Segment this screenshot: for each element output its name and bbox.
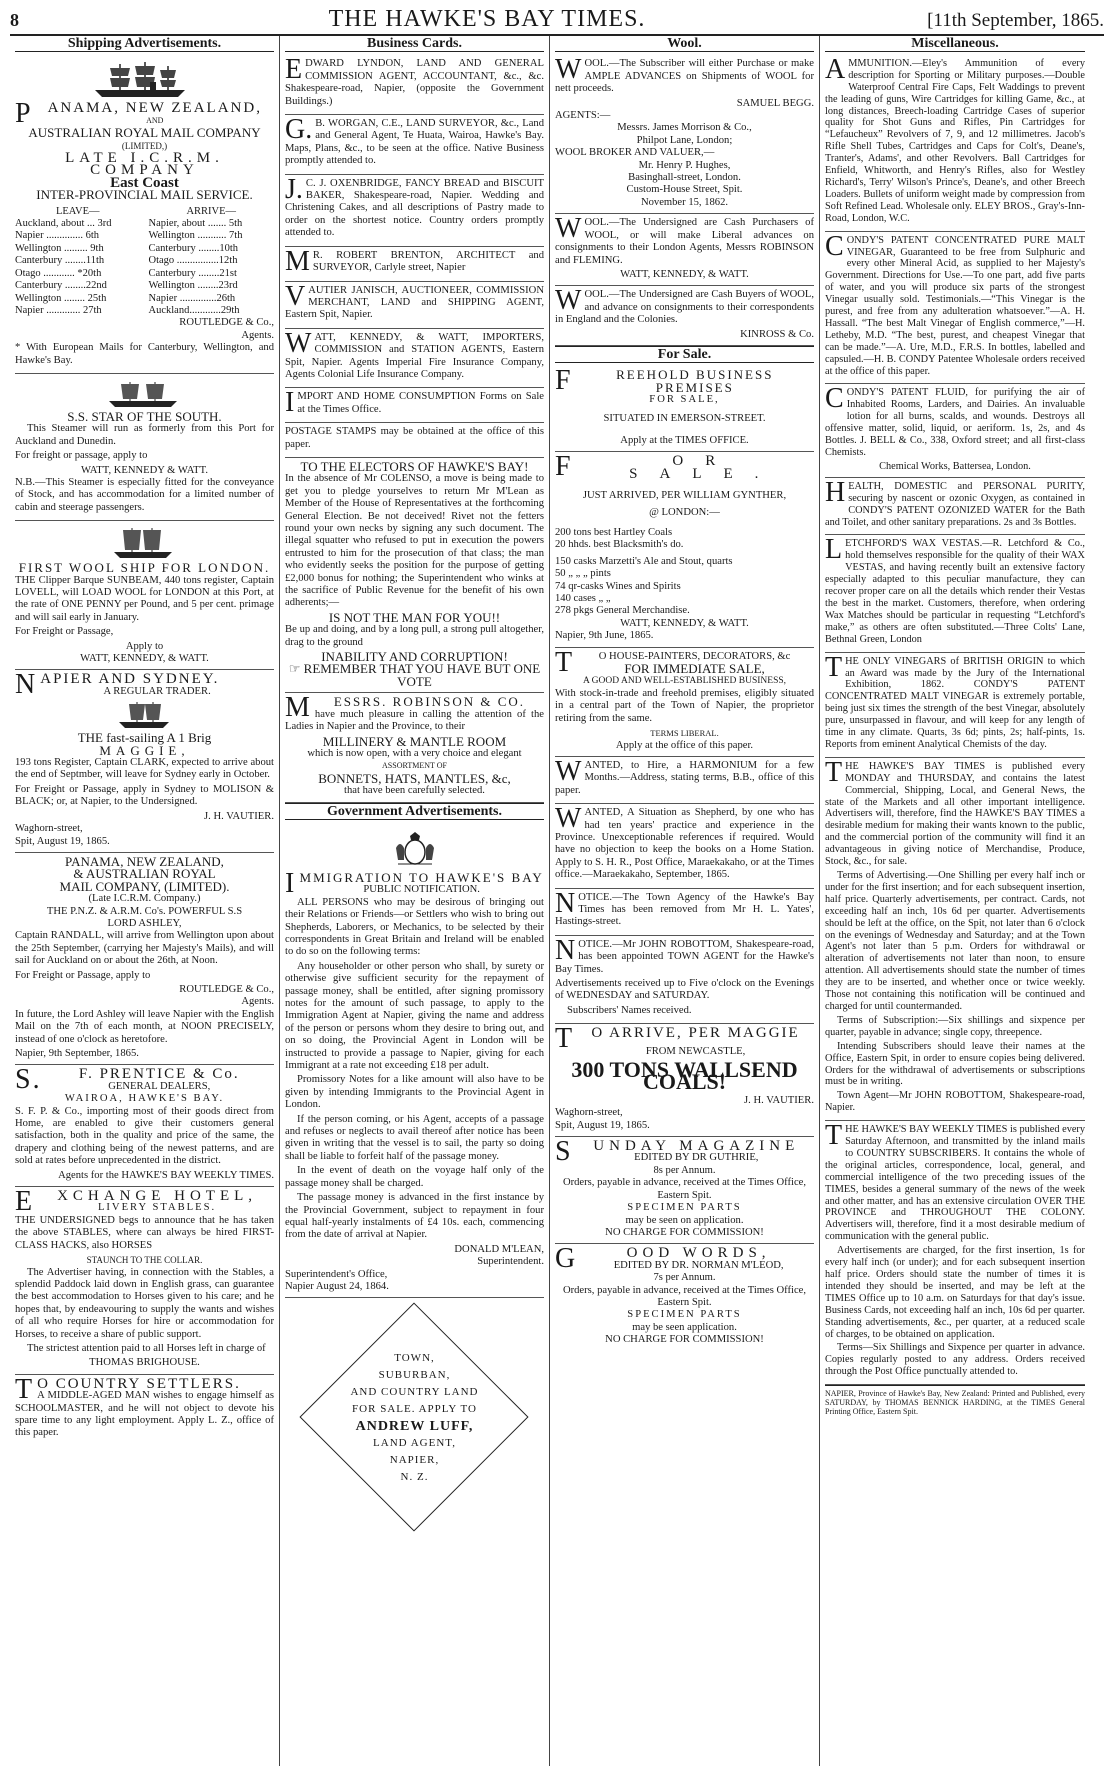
schedule-leave-header: LEAVE—: [55, 205, 100, 217]
ad-wool-wkw: [555, 214, 814, 286]
lord-ashley-line6: LORD ASHLEY,: [107, 917, 182, 929]
exchange-line2: LIVERY STABLES.: [97, 1202, 217, 1214]
immigration-p6: The passage money is advanced in the first instance by the Provincial Government, subject to repayment in four equal half-yearly instalments of £4 10s. each, commencing from the date of arrival at Napier.: [285, 1192, 544, 1241]
weekly-terms: Terms—Six Shillings and Sixpence per quarter in advance. Copies regularly posted to any address. Orders received through the Post Office punctually attended to.: [825, 1342, 1085, 1378]
panama-line7: INTER-PROVINCIAL MAIL SERVICE.: [36, 187, 253, 203]
card-import-forms: [285, 388, 544, 423]
immigration-date: Napier August 24, 1864.: [285, 1280, 389, 1292]
forsale-item: 74 qr-casks Wines and Spirits: [555, 580, 681, 592]
freehold-line1: FREEHOLD BUSINESS PREMISES: [555, 365, 774, 397]
schedule-arrive-header: ARRIVE—: [186, 205, 237, 217]
ad-panama-mail: [15, 55, 274, 374]
maggie-line3: 300 TONS WALLSEND COALS!: [571, 1057, 798, 1095]
schedule-cell: Otago ............ *20th: [15, 267, 102, 279]
sydney-body: 193 tons Register, Captain CLARK, expected to arrive about the end of Septmber, will leave for Sydney early in October.: [15, 757, 274, 781]
lord-ashley-line2: & AUSTRALIAN ROYAL: [73, 866, 216, 882]
exchange-body2: The Advertiser having, in connection with the Stables, a splendid Paddock laid down in English grass, can guarantee the best accommodation to Horses given to his care; and he hopes that, by endeavouring to supply the wants and wishes of all who require Horses for hire or accommodation for Horses, to receive a share of public support.: [15, 1266, 274, 1340]
lord-ashley-agent: ROUTLEDGE & Co.,: [179, 983, 274, 995]
columns: [10, 36, 1104, 1766]
schedule-cell: Canterbury ........22nd: [15, 280, 107, 292]
schedule-cell: Canterbury ........21st: [148, 267, 237, 279]
forsale-item: 50 „ „ „ pints: [555, 568, 611, 580]
wool-wkw-signature: WATT, KENNEDY, & WATT.: [620, 268, 749, 280]
forsale-line1: JUST ARRIVED, PER WILLIAM GYNTHER,: [582, 490, 787, 502]
immigration-p2: Any householder or other person who shall, by surety or otherwise give sufficient security for the repayment of passage money, shall be entitled, after signing promissory notes for the amount of such passage, to apply to the Immigration Agent at Napier, giving the name and address of the person or persons whom they desire to bring out, and on so doing, the Provincial Agent in London will be instructed to provide a passage to Napier, giving for each Immigrant at a rate not exceeding £18 per adult.: [285, 960, 544, 1072]
ad-napier-sydney: [15, 670, 274, 852]
notice2-text: NOTICE.—Mr JOHN ROBOTTOM, Shakespeare-road, has been appointed TOWN AGENT for the Hawke's Bay Times.: [555, 934, 814, 975]
ad-notice-agency: [555, 889, 814, 936]
section-heading-miscellaneous: Miscellaneous.: [825, 36, 1085, 52]
ad-wool-kinross: [555, 286, 814, 346]
luff-text: [285, 1350, 544, 1486]
ad-star-of-the-south: [15, 374, 274, 521]
robinson-line2: MILLINERY & MANTLE ROOM: [322, 733, 507, 749]
sunday-line2: 8s per Annum.: [653, 1164, 716, 1176]
pointing-hand-icon: ☞: [288, 661, 301, 677]
schedule-cell: Canterbury ........10th: [148, 242, 239, 254]
ship-icon: [90, 60, 200, 100]
sydney-address1: Waghorn-street,: [15, 823, 83, 835]
freehold-line4: Apply at the TIMES OFFICE.: [620, 434, 749, 446]
card-oxenbridge: [285, 175, 544, 247]
british-vinegars-text: THE ONLY VINEGARS of BRITISH ORIGIN to which an Award was made by the Jury of the International Exhibition, 1862. CONDY'S PATENT CONCENTRATED MALT VINEGAR is extremely portable, being just six times the strength of the best Vinegar, absolutely pure, unsurpassed in flavour, and will keep for any length of time in any climate. Quarts, 3s 6d; pints, 2s; half-pints, 1s. Reports from eminent Analytical Chemists of the day.: [825, 651, 1085, 750]
electors-not: IS NOT THE MAN FOR YOU!!: [328, 609, 501, 625]
sydney-address2: Spit, August 19, 1865.: [15, 835, 110, 847]
ad-shepherd: [555, 804, 814, 888]
painters-title: TO HOUSE-PAINTERS, DECORATORS, &c: [555, 646, 791, 678]
maggie-line2: FROM NEWCASTLE,: [645, 1045, 746, 1057]
sunday-line3: Orders, payable in advance, received at the Times Office, Eastern Spit.: [562, 1177, 807, 1201]
column-business: [280, 36, 550, 1766]
card-text: G.B. WORGAN, C.E., LAND SURVEYOR, &c., Land and General Agent, Te Huata, Wairoa, Hawke's Bay. Maps, Plans, &c., to be seen at the office. Native Business promptly attended to.: [285, 114, 544, 167]
forsale-item: 140 cases „ „: [555, 593, 611, 605]
section-heading-government: Government Advertisements.: [285, 803, 544, 820]
sydney-title: NAPIER AND SYDNEY.: [15, 669, 220, 701]
forsale-signature: WATT, KENNEDY, & WATT.: [620, 617, 749, 629]
weekly-advertising: Advertisements are charged, for the first insertion, 1s for every half inch (or under); and for each subsequent insertion half price. Orders should state the number of times it is intended they should be inserted, and may be left at the TIMES Office up to 10 a.m. on Saturdays for that day's issue. Business Cards, not exceeding half an inch, 10s 6d per quarter. Standing advertisements, &c., per quarter, at a reduced scale of charges, to be obtained on application.: [825, 1245, 1085, 1340]
notice1-text: NOTICE.—The Town Agency of the Hawke's Bay Times has been removed from Mr H. L. Yates', Hastings-street.: [555, 887, 814, 928]
goodwords-line2: 7s per Annum.: [653, 1272, 716, 1284]
electors-remember: [285, 663, 544, 688]
condy-vinegar-text: CONDY'S PATENT CONCENTRATED PURE MALT VINEGAR, Guaranteed to be free from Sulphuric and every other Mineral Acid, as supplied to her Majesty's Government. Directions for Use.—To one part, add five parts of water, and you will produce six parts of the strongest Vinegar usually sold. Testimonials.—“This Vinegar is the purest, and free from any adulteration whatsoever.”—A. H. Hassall. “The best Malt Vinegar of English commerce,”—H. Letheby, M.D. “The best, purest, and cheapest Vinegar that can be made.”—A. Ure, M.D., F.R.S. In bottles, labelled and capsuled.—H. B. CONDY Patentee Wholesale orders received at the office of this paper.: [825, 230, 1085, 377]
painters-body: With stock-in-trade and freehold premises, eligibly situated in a central part of the Town of Napier, the proprietor retiring from the same.: [555, 687, 814, 724]
ad-condy-fluid: [825, 384, 1085, 477]
column-shipping: [10, 36, 280, 1766]
schedule-cell: Napier, about ....... 5th: [148, 218, 243, 230]
section-heading-business: Business Cards.: [285, 36, 544, 52]
card-text: MR. ROBERT BRENTON, ARCHITECT and SURVEYOR, Carlyle street, Napier: [285, 245, 544, 277]
panama-agent: ROUTLEDGE & Co.,: [179, 317, 274, 329]
lord-ashley-agents: Agents.: [241, 996, 274, 1008]
ad-maggie-coals: [555, 1024, 814, 1137]
ad-immigration: [285, 823, 544, 1298]
ad-ammunition: [825, 55, 1085, 232]
exchange-body: THE UNDERSIGNED begs to announce that he has taken the above STABLES, where can always be hired FIRST-CLASS HACKS, also HORSES: [15, 1214, 274, 1251]
luff-line2: SUBURBAN,: [378, 1369, 451, 1382]
ad-harmonium: [555, 757, 814, 804]
forsale-item: 200 tons best Hartley Coals: [555, 527, 673, 538]
electors-inability: INABILITY AND CORRUPTION!: [321, 649, 508, 665]
immigration-p3: Promissory Notes for a like amount will also have to be given by intending Immigrants to the Provincial Agent in London.: [285, 1074, 544, 1111]
wool-agents: AGENTS:—: [555, 110, 611, 122]
card-text: VAUTIER JANISCH, AUCTIONEER, COMMISSION MERCHANT, LAND and SHIPPING AGENT, Eastern Spit, Napier.: [285, 280, 544, 321]
lord-ashley-line4: (Late I.C.R.M. Company.): [88, 893, 201, 905]
prentice-line1: S.F. PRENTICE & Co.: [15, 1064, 240, 1096]
star-agent: WATT, KENNEDY & WATT.: [80, 464, 208, 476]
health-text: HEALTH, DOMESTIC and PERSONAL PURITY, securing by nascent or ozonic Oxygen, as contained in CONDY'S PATENT OZONIZED WATER for the Bath and Toilet, and other sanitary preparations. 2s and 3s Bottles.: [825, 476, 1085, 528]
wool-ship-freight: For Freight or Passage,: [15, 626, 114, 638]
settlers-body: A MIDDLE-AGED MAN wishes to engage himself as SCHOOLMASTER, and he will not object to devote his spare time to any light employment. Apply L. Z., office of this paper.: [15, 1390, 274, 1439]
condy-fluid-address: Chemical Works, Battersea, London.: [879, 460, 1031, 472]
times-subscription: Terms of Subscription:—Six shillings and sixpence per quarter, payable in advance; single copy, threepence.: [825, 1014, 1085, 1038]
schedule-cell: Napier ............. 27th: [15, 304, 102, 316]
ad-lord-ashley: [15, 853, 274, 1066]
immigration-title: IMMIGRATION TO HAWKE'S BAY: [285, 867, 544, 899]
goodwords-line5: may be seen application.: [632, 1321, 737, 1333]
freehold-line2: FOR SALE,: [649, 394, 720, 406]
wool-broker: WOOL BROKER AND VALUER,—: [555, 147, 715, 159]
wool-ship-apply: Apply to: [125, 640, 164, 652]
immigration-sub: PUBLIC NOTIFICATION.: [363, 884, 480, 896]
goodwords-line4: SPECIMEN PARTS: [627, 1309, 742, 1321]
panama-line2: AND: [146, 115, 164, 125]
panama-line5: LATE I.C.R.M. COMPANY: [65, 150, 224, 179]
luff-line6: LAND AGENT,: [373, 1437, 456, 1450]
notice2-hours: Advertisements received up to Five o'clock on the Evenings of WEDNESDAY and SATURDAY.: [555, 978, 814, 1002]
card-worgan: [285, 115, 544, 175]
newspaper-title: THE HAWKE'S BAY TIMES.: [328, 6, 646, 32]
wool-ship-agent: WATT, KENNEDY, & WATT.: [80, 653, 209, 665]
luff-line5: ANDREW LUFF,: [355, 1419, 474, 1435]
sunday-line4: SPECIMEN PARTS: [627, 1202, 742, 1214]
column-miscellaneous: [820, 36, 1090, 1766]
sydney-signature: J. H. VAUTIER.: [204, 810, 274, 822]
immigration-signature: DONALD M'LEAN,: [454, 1243, 544, 1255]
wax-vestas-text: LETCHFORD'S WAX VESTAS.—R. Letchford & Co., hold themselves responsible for the quality of their WAX VESTAS, and having recently built an extensive factory especially adapted to this peculiar manufacture, they can recover proper care on all the details which render their Vestas the best in the market. Customers, therefore, when ordering Wax Matches should be particular in requesting “Letchford's make,” as others are often substituted.—Three Colts' Lane, Bethnal Green, London: [825, 534, 1085, 645]
newspaper-page: [10, 6, 1104, 1771]
forsale-date: Napier, 9th June, 1865.: [555, 630, 654, 642]
sunday-title: SUNDAY MAGAZINE: [555, 1136, 800, 1168]
schedule-cell: Napier .............. 6th: [15, 230, 99, 242]
ad-first-wool-ship: [15, 521, 274, 670]
card-text: POSTAGE STAMPS may be obtained at the office of this paper.: [285, 426, 544, 450]
goodwords-line6: NO CHARGE FOR COMMISSION!: [605, 1334, 764, 1346]
ad-sunday-magazine: [555, 1137, 814, 1244]
goodwords-title: GOOD WORDS,: [555, 1243, 771, 1275]
lord-ashley-date: Napier, 9th September, 1865.: [15, 1048, 139, 1059]
settlers-title: TO COUNTRY SETTLERS.: [15, 1373, 241, 1405]
maggie-address2: Spit, August 19, 1865.: [555, 1119, 650, 1131]
imprint: [825, 1385, 1085, 1422]
luff-line3: AND COUNTRY LAND: [350, 1386, 479, 1399]
condy-fluid-text: CONDY'S PATENT FLUID, for purifying the air of Inhabited Rooms, Larders, and Dairies. An invaluable lotion for all burns, scalds, and wounds. Destroys all offensive matter, solid, liquid, or aeriform. 1s, 2s, and 4s Bottles. J. BELL & Co., 338, Oxford street; and all first-class Chemists.: [825, 383, 1085, 458]
wool-ship-title: FIRST WOOL SHIP FOR LONDON.: [18, 560, 271, 576]
maggie-signature: J. H. VAUTIER.: [744, 1094, 814, 1106]
wool-begg-signature: SAMUEL BEGG.: [736, 97, 814, 109]
prentice-line2: GENERAL DEALERS,: [108, 1080, 211, 1092]
section-heading-wool: Wool.: [555, 36, 814, 52]
sydney-sub: A REGULAR TRADER.: [103, 685, 211, 697]
wool-broker3: Basinghall-street, London.: [628, 172, 741, 184]
exchange-staunch: STAUNCH TO THE COLLAR.: [86, 1255, 203, 1266]
issue-date: [11th September, 1865.: [927, 10, 1104, 31]
harmonium-text: WANTED, to Hire, a HARMONIUM for a few Months.—Address, stating terms, B.B., office of this paper.: [555, 755, 814, 796]
sunday-line1: EDITED BY DR GUTHRIE,: [634, 1152, 759, 1164]
card-janisch: [285, 282, 544, 329]
star-freight: For freight or passage, apply to: [15, 450, 148, 462]
times-town-agent: Town Agent—Mr JOHN ROBOTTOM, Shakespeare-road, Napier.: [825, 1090, 1085, 1114]
ad-notice-robottom: [555, 936, 814, 1024]
card-watt-kennedy: [285, 329, 544, 389]
painters-apply: Apply at the office of this paper.: [615, 739, 754, 751]
times-subscribers: Intending Subscribers should leave their names at the Office, Eastern Spit, in order to ensure copies being delivered. Orders for the withdrawal of advertisements or subscriptions must be in writing.: [825, 1040, 1085, 1088]
ad-exchange-hotel: [15, 1187, 274, 1375]
goodwords-line1: EDITED BY DR. NORMAN M'LEOD,: [613, 1259, 784, 1271]
prentice-agents: Agents for the HAWKE'S BAY WEEKLY TIMES.: [58, 1169, 274, 1181]
ad-weekly-times: [825, 1121, 1085, 1385]
steamer-icon: [105, 379, 185, 409]
robinson-line4: ASSORTMENT OF: [382, 761, 447, 771]
ad-british-vinegars: [825, 653, 1085, 758]
wool-agent2: Philpot Lane, London;: [636, 134, 733, 146]
ad-prentice: [15, 1065, 274, 1187]
section-heading-sale: For Sale.: [555, 346, 814, 363]
sunday-line6: NO CHARGE FOR COMMISSION!: [605, 1226, 764, 1238]
weekly-intro: THE HAWKE'S BAY WEEKLY TIMES is published every Saturday Afternoon, and transmitted by the inland mails to COUNTRY SUBSCRIBERS. It contains the whole of the original articles, correspondence, local, general, and commercial intelligence of the two preceding issues of the TIMES, besides a general summary of the news of the week and other matter, and has an extensive circulation OVER THE PROVINCE and THROUGHOUT THE COLONY. Advertisers will, therefore, find it a most desirable medium of communication with the general public.: [825, 1120, 1085, 1243]
ad-house-painters: [555, 648, 814, 757]
ad-good-words: [555, 1244, 814, 1350]
immigration-office: Superintendent's Office,: [285, 1268, 388, 1280]
goodwords-line3: Orders, payable in advance, received at the Times Office, Eastern Spit.: [562, 1284, 807, 1308]
column-wool-sale: [550, 36, 820, 1766]
panama-line6: East Coast: [110, 174, 179, 191]
shepherd-text: WANTED, A Situation as Shepherd, by one who has had ten years' practice and experience in the Province. Unexceptionable references if required. Would have no objection to keep the books on a Home Station. Apply to S. H. R., Post Office, Maraekakaho, or at the Times office.—Maraekakaho, September, 1865.: [555, 803, 814, 881]
ad-freehold: [555, 366, 814, 452]
robinson-line6: that have been carefully selected.: [344, 785, 485, 797]
wool-kinross-body: WOOL.—The Undersigned are Cash Buyers of WOOL, and advance on consignments to their correspondents in England and the Colonies.: [555, 285, 814, 326]
prentice-line3: WAIROA, HAWKE'S BAY.: [64, 1093, 225, 1105]
painters-terms: TERMS LIBERAL.: [650, 728, 719, 739]
prentice-body: S. F. P. & Co., importing most of their goods direct from Home, are enabled to give their customers general satisfaction, both in the quality and price of the same, the drapery and clothing being of the newest patterns, and are sold at rates before unprecedented in the district.: [15, 1105, 274, 1167]
immigration-p5: In the event of death on the voyage half only of the passage money shall be charged.: [285, 1165, 544, 1189]
card-brenton: [285, 247, 544, 282]
robinson-line3: which is now open, with a very choice and elegant: [307, 747, 522, 759]
panama-agents: Agents.: [241, 329, 274, 341]
luff-line4: FOR SALE. APPLY TO: [352, 1403, 477, 1416]
ad-wool-begg: [555, 55, 814, 214]
electors-body: In the absence of Mr COLENSO, a move is being made to get you to pledge yourselves to return Mr M'Lean as Member of the House of Representatives at the forthcoming General Election. Be not deceived! Rivet not the fetters round your own necks by signing any such document. The illegal squatter who refused to put in execution the powers entrusted to him for the prosecution of that class; the man who evidently seeks the position for the purpose of getting £2,000 bonus for nothing; the Superintendent who winks at the sacrifice of Public Revenue for the benefit of his own adherents;—: [285, 473, 544, 609]
ad-andrew-luff: [285, 1306, 544, 1546]
wool-custom-date: November 15, 1862.: [640, 196, 729, 208]
card-text: WATT, KENNEDY, & WATT, IMPORTERS, COMMISSION and STATION AGENTS, Eastern Spit, Napier. Agents Imperial Fire Insurance Company, Agents Colonial Life Insurance Company.: [285, 327, 544, 380]
wool-wkw-body: WOOL.—The Undersigned are Cash Purchasers of WOOL, or will make Liberal advances on consignments to their London Agents, Messrs ROBINSON and FLEMING.: [555, 213, 814, 266]
exchange-line1: EXCHANGE HOTEL,: [15, 1186, 258, 1218]
lord-ashley-body: Captain RANDALL, will arrive from Wellington upon about the 25th September, (carrying her Majesty's Mails), and will sail for Auckland on or about the 26th, at Noon.: [15, 930, 274, 967]
card-text: EDWARD LYNDON, LAND AND GENERAL COMMISSION AGENT, ACCOUNTANT, &c., &c. Shakespeare-road, Napier, (opposite the Government Buildings.): [285, 54, 544, 107]
lord-ashley-future: In future, the Lord Ashley will leave Napier with the English Mail on the 7th of each month, at NOON PRECISELY, instead of one o'clock as heretofore.: [15, 1008, 274, 1045]
schedule-cell: Otago ................12th: [148, 255, 238, 267]
robinson-body: have much pleasure in calling the attention of the Ladies in Napier and the Province, to their: [285, 708, 544, 733]
electors-title: TO THE ELECTORS OF HAWKE'S BAY!: [300, 458, 529, 474]
maggie-address1: Waghorn-street,: [555, 1107, 623, 1119]
schedule-cell: Wellington ........23rd: [148, 280, 238, 292]
ad-times-terms: [825, 758, 1085, 1121]
exchange-signature: THOMAS BRIGHOUSE.: [89, 1357, 200, 1369]
card-lyndon: [285, 55, 544, 115]
forsale-line2: @ LONDON:—: [649, 506, 720, 518]
sunday-line5: may be seen on application.: [625, 1214, 744, 1226]
schedule-cell: Canterbury ........11th: [15, 255, 105, 267]
maggie-line1: TO ARRIVE, PER MAGGIE: [555, 1023, 800, 1055]
ad-for-sale-goods: [555, 452, 814, 647]
wool-agent1: Messrs. James Morrison & Co.,: [617, 122, 752, 134]
star-body: This Steamer will run as formerly from this Port for Auckland and Dunedin.: [15, 423, 274, 447]
ad-health-purity: [825, 478, 1085, 536]
times-advertising-terms: Terms of Advertising.—One Shilling per every half inch or under for the first insertion; and for each subsequent insertion, half price. Quarterly advertisements, per contract. Cards, not exceeding half an inch, 10s 6d per quarter. Advertisements should be left at the office, on the Spit, not later than 6 o'clock on the evenings of Wednesday and Saturday; and at the Town Agent's not later than 5 p.m. Orders for withdrawal or alteration of advertisements not later than noon, to ensure attention. All advertisements should state the number of times they are to be inserted, and whether once or twice weekly. Those not containing this notification will be continued and charged for until countermanded.: [825, 870, 1085, 1012]
schedule-cell: Auckland, about ... 3rd: [15, 218, 112, 230]
immigration-signature-title: Superintendent.: [477, 1256, 544, 1268]
sailing-ship-icon: [110, 526, 180, 560]
lord-ashley-line5: THE P.N.Z. & A.R.M. Co's. POWERFUL S.S: [46, 905, 243, 917]
sydney-line2: MAGGIE,: [99, 742, 190, 758]
notice2-subscribers: Subscribers' Names received.: [567, 1004, 692, 1016]
luff-line7: NAPIER,: [389, 1454, 440, 1467]
card-postage: [285, 423, 544, 458]
wool-kinross-signature: KINROSS & Co.: [740, 328, 814, 340]
ammunition-text: AMMUNITION.—Eley's Ammunition of every description for Sporting or Military purposes.—Double Waterproof Central Fire Caps, Felt Waddings to prevent the leading of guns, Wire Cartridges for killing Game, &c., at long distances, Breech-loading Cartridge Cases of superior quality for Shot Guns and Rifles, Pin Cartridges for “Lefaucheux” Revolvers of 7, 9, and 12 millimetres. Jacob's Rifle Shell Tubes, Cartridges and Caps for Colt's, Deane's, Tranter's, Adams', and other Revolvers. Ball Cartridges for Enfield, Whitworth, and Henry's Rifles, also for Westley Richard's, Terry' Wilson's Prince's, Deane's, and other Breech Loaders. Bullets of uniform weight made by compression from Soft Refined Lead. Wholesale only. ELEY BROS., Gray's-Inn-Road, London, W.C.: [825, 53, 1085, 224]
sydney-freight: For Freight or Passage, apply in Sydney to MOLISON & BLACK; or, at Napier, to the Undersigned.: [15, 783, 274, 808]
panama-line3: AUSTRALIAN ROYAL MAIL COMPANY: [28, 125, 261, 141]
royal-crest-icon: [392, 830, 438, 868]
schedule-cell: Wellington ........ 25th: [15, 292, 107, 304]
forsale-item: 150 casks Marzetti's Ale and Stout, quarts: [555, 555, 733, 567]
electors-up: Be up and doing, and by a long pull, a strong pull altogether, drag to the ground: [285, 624, 544, 648]
section-heading-shipping: Shipping Advertisements.: [15, 36, 274, 52]
panama-note: * With European Mails for Canterbury, Wellington, and Hawke's Bay.: [15, 342, 274, 366]
forsale-item: 20 hhds. best Blacksmith's do.: [555, 539, 684, 551]
mail-schedule: [15, 206, 274, 318]
lord-ashley-line1: PANAMA, NEW ZEALAND,: [65, 853, 224, 869]
schedule-cell: Napier ..............26th: [148, 292, 236, 304]
page-number: 8: [10, 10, 19, 30]
painters-line2: A GOOD AND WELL-ESTABLISHED BUSINESS,: [582, 676, 787, 687]
card-text: IMPORT AND HOME CONSUMPTION Forms on Sale at the Times Office.: [285, 387, 544, 419]
wool-broker2: Mr. Henry P. Hughes,: [638, 159, 731, 171]
brig-icon: [115, 700, 175, 730]
luff-line1: TOWN,: [394, 1352, 435, 1365]
ad-condy-vinegar: [825, 232, 1085, 385]
masthead: [10, 6, 1104, 36]
ad-wax-vestas: [825, 535, 1085, 652]
ad-electors: [285, 458, 544, 693]
sydney-line1: THE fast-sailing A 1 Brig: [77, 730, 212, 746]
schedule-cell: Wellington ......... 9th: [15, 242, 104, 254]
times-intro: THE HAWKE'S BAY TIMES is published every MONDAY and THURSDAY, and contains the latest Commercial, Shipping, Local, and General News, the state of the Markets and all other important intelligence. Advertisers will, therefore, find the HAWKE'S BAY TIMES a desirable medium for making their wants known to the public, and the commercial portion of the community will find it an advantageous in giving notice of Merchandise, Produce, Stock, &c., for sale.: [825, 756, 1085, 868]
robinson-line5: BONNETS, HATS, MANTLES, &c,: [318, 770, 511, 786]
schedule-cell: Auckland............29th: [148, 304, 240, 316]
freehold-line3: SITUATED IN EMERSON-STREET.: [603, 412, 766, 424]
imprint-text: NAPIER, Province of Hawke's Bay, New Zealand: Printed and Published, every SATURDAY, by THOMAS BENNICK HARDING, at the TIMES General Printing Office, Eastern Spit.: [825, 1389, 1085, 1417]
wool-ship-body: THE Clipper Barque SUNBEAM, 440 tons register, Captain LOVELL, will LOAD WOOL for LONDON at this Port, at the rate of ONE PENNY per Pound, and 5 per cent. primage and will sail early in January.: [15, 574, 274, 623]
lord-ashley-freight: For Freight or Passage, apply to: [15, 969, 151, 981]
painters-line1: FOR IMMEDIATE SALE,: [624, 661, 765, 677]
forsale-title: FOR SALE.: [555, 451, 781, 483]
exchange-body3: The strictest attention paid to all Horses left in charge of: [27, 1342, 266, 1354]
panama-line4: (LIMITED,): [121, 140, 168, 151]
immigration-p4: If the person coming, or his Agent, accepts of a passage and refuses or neglects to avail thereof after notice has been given in writing that the vessel is to sail, the party so doing shall be liable to forfeit half of the passage money.: [285, 1113, 544, 1162]
star-nb: N.B.—This Steamer is especially fitted for the conveyance of Stock, and has accommodation for a limited number of cabin and steerage passengers.: [15, 476, 274, 513]
star-title: S.S. STAR OF THE SOUTH.: [67, 408, 222, 424]
ad-robinson: [285, 693, 544, 802]
lord-ashley-line3: MAIL COMPANY, (LIMITED).: [59, 878, 230, 894]
forsale-item: 278 pkgs General Merchandise.: [555, 605, 690, 617]
ad-country-settlers: [15, 1375, 274, 1446]
card-text: J.C. J. OXENBRIDGE, FANCY BREAD and BISCUIT BAKER, Shakespeare-road, Napier. Wedding and Christening Cakes, and all descriptions of Pastry made to order on the shortest notice. Country orders promptly attended to.: [285, 173, 544, 239]
panama-line1: PANAMA, NEW ZEALAND,: [15, 98, 262, 130]
luff-line8: N. Z.: [400, 1471, 429, 1484]
wool-custom: Custom-House Street, Spit.: [626, 184, 743, 196]
schedule-cell: Wellington ........... 7th: [148, 230, 243, 242]
robinson-line1: MESSRS. ROBINSON & CO.: [285, 692, 526, 724]
immigration-p1: ALL PERSONS who may be desirous of bringing out their Relations or Friends—or Settlers who wish to bring out Shepherds, Laborers, or Mechanics, to be selected by their correspondents in Great Britain and Ireland will be enabled to do so on the following terms:: [285, 896, 544, 958]
electors-remember-text: REMEMBER THAT YOU HAVE BUT ONE VOTE: [303, 661, 541, 689]
wool-begg-body: WOOL.—The Subscriber will either Purchase or make AMPLE ADVANCES on Shipments of WOOL for nett proceeds.: [555, 54, 814, 95]
